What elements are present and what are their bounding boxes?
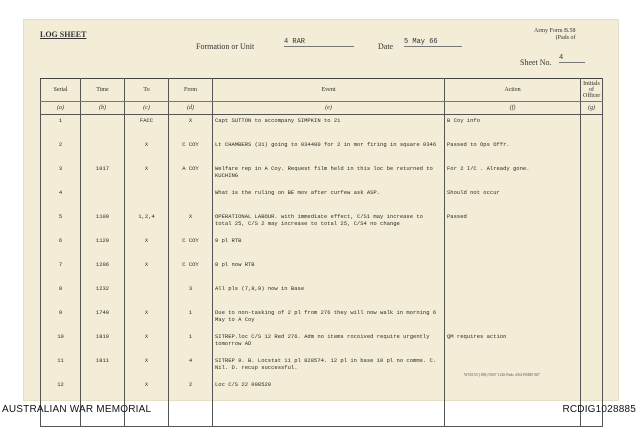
table-row <box>41 379 603 427</box>
col-header-initials: Initials of Officer <box>581 79 603 102</box>
from-cell: 2 <box>169 379 213 427</box>
from-cell: A COY <box>169 163 213 187</box>
time-cell: 1100 <box>81 211 125 235</box>
event-cell: Welfare rep in A Coy. Request film held in this loc be returned to KUCHING <box>213 163 445 187</box>
col-letter-c: (c) <box>125 102 169 115</box>
action-cell: Should not occur <box>445 187 581 211</box>
to-cell <box>125 283 169 307</box>
table-row <box>41 187 603 211</box>
to-cell: X <box>125 163 169 187</box>
initials-cell <box>581 283 603 307</box>
serial-cell: 11 <box>41 355 81 379</box>
table-row <box>41 259 603 283</box>
archive-id: RCDIG1028885 <box>562 404 636 415</box>
initials-cell <box>581 235 603 259</box>
col-header-action: Action <box>445 79 581 102</box>
table-row <box>41 283 603 307</box>
to-cell: FACC <box>125 115 169 140</box>
time-cell <box>81 115 125 140</box>
serial-cell: 3 <box>41 163 81 187</box>
col-letter-b: (b) <box>81 102 125 115</box>
log-sheet <box>24 20 618 400</box>
initials-cell <box>581 259 603 283</box>
initials-cell <box>581 163 603 187</box>
action-cell <box>445 259 581 283</box>
log-entries <box>41 115 603 427</box>
time-cell: 1810 <box>81 331 125 355</box>
event-cell: Loc C/S 22 008520 <box>213 379 445 427</box>
action-cell <box>445 235 581 259</box>
time-cell <box>81 379 125 427</box>
event-cell: What is the ruling on BE mov after curfew ask ASP. <box>213 187 445 211</box>
serial-cell: 4 <box>41 187 81 211</box>
event-cell: 9 pl RTB <box>213 235 445 259</box>
event-cell: Lt CHAMBERS (31) going to 034480 for 2 in mor firing in square 0346 <box>213 139 445 163</box>
formation-label: Formation or Unit <box>196 42 255 51</box>
col-header-from: From <box>169 79 213 102</box>
table-row <box>41 163 603 187</box>
serial-cell: 6 <box>41 235 81 259</box>
event-cell: OPERATIONAL LABOUR. with immediate effect, C/S1 may increase to total 25, C/S 2 may increase to total 25, C/S4 no change <box>213 211 445 235</box>
initials-cell <box>581 139 603 163</box>
from-cell: X <box>169 211 213 235</box>
from-cell: 1 <box>169 331 213 355</box>
event-cell: SITREP 9. B. Locstat 11 pl 828574. 12 pl in base 10 pl no comms. C. Nil. D. recup successful. <box>213 355 445 379</box>
army-form-label <box>534 28 576 42</box>
army-form-pads: (Pads of <box>555 35 576 41</box>
from-cell: 1 <box>169 307 213 331</box>
col-letter-f: (f) <box>445 102 581 115</box>
time-cell: 1206 <box>81 259 125 283</box>
time-cell: 1017 <box>81 163 125 187</box>
serial-cell: 1 <box>41 115 81 140</box>
time-cell: 1811 <box>81 355 125 379</box>
table-row <box>41 235 603 259</box>
from-cell: X <box>169 115 213 140</box>
action-cell <box>445 307 581 331</box>
event-cell: All pls (7,8,9) now in Base <box>213 283 445 307</box>
serial-cell: 9 <box>41 307 81 331</box>
col-header-to: To <box>125 79 169 102</box>
initials-cell <box>581 355 603 379</box>
date-label: Date <box>378 42 394 51</box>
to-cell: X <box>125 307 169 331</box>
sheet-title: LOG SHEET <box>40 30 87 39</box>
action-cell: For 2 I/C . Already gone. <box>445 163 581 187</box>
time-cell: 1740 <box>81 307 125 331</box>
col-letter-d: (d) <box>169 102 213 115</box>
table-row <box>41 307 603 331</box>
form-print-code: W55155 (186) 9367 1126 Pads 4/64 FSRB 967 <box>464 372 540 377</box>
to-cell: X <box>125 379 169 427</box>
serial-cell: 8 <box>41 283 81 307</box>
sheet-number-value: 4 <box>559 54 585 63</box>
army-form-number: Army Form B.58 <box>534 28 576 34</box>
from-cell: C COY <box>169 235 213 259</box>
col-header-event: Event <box>213 79 445 102</box>
serial-cell: 12 <box>41 379 81 427</box>
column-header-row <box>41 79 603 102</box>
date-value: 5 May 66 <box>404 38 462 47</box>
serial-cell: 7 <box>41 259 81 283</box>
time-cell <box>81 187 125 211</box>
table-row <box>41 211 603 235</box>
initials-cell <box>581 211 603 235</box>
table-row <box>41 331 603 355</box>
to-cell <box>125 187 169 211</box>
sheet-number-label: Sheet No. <box>520 58 552 67</box>
initials-cell <box>581 307 603 331</box>
formation-value: 4 RAR <box>284 38 354 47</box>
serial-cell: 2 <box>41 139 81 163</box>
to-cell: X <box>125 139 169 163</box>
action-cell: B Coy info <box>445 115 581 140</box>
action-cell: Passed to Ops Offr. <box>445 139 581 163</box>
col-letter-g: (g) <box>581 102 603 115</box>
table-row <box>41 139 603 163</box>
serial-cell: 10 <box>41 331 81 355</box>
initials-cell <box>581 379 603 427</box>
from-cell: 4 <box>169 355 213 379</box>
to-cell: X <box>125 259 169 283</box>
action-cell: QM requires action <box>445 331 581 355</box>
time-cell: 1232 <box>81 283 125 307</box>
serial-cell: 5 <box>41 211 81 235</box>
col-letter-a: (a) <box>41 102 81 115</box>
from-cell <box>169 187 213 211</box>
to-cell: X <box>125 355 169 379</box>
initials-cell <box>581 187 603 211</box>
action-cell <box>445 283 581 307</box>
col-letter-e: (e) <box>213 102 445 115</box>
action-cell <box>445 379 581 427</box>
to-cell: X <box>125 235 169 259</box>
event-cell: Capt SUTTON to accompany SIMPKIN to 21 <box>213 115 445 140</box>
col-header-time: Time <box>81 79 125 102</box>
to-cell: 1,2,4 <box>125 211 169 235</box>
time-cell: 1120 <box>81 235 125 259</box>
event-cell: Due to non-tasking of 2 pl from 276 they will now walk in morning 6 May to A Coy <box>213 307 445 331</box>
table-row <box>41 115 603 140</box>
from-cell: 3 <box>169 283 213 307</box>
archive-caption: AUSTRALIAN WAR MEMORIAL <box>2 404 152 415</box>
initials-cell <box>581 331 603 355</box>
to-cell: X <box>125 331 169 355</box>
col-header-serial: Serial <box>41 79 81 102</box>
from-cell: C COY <box>169 259 213 283</box>
event-cell: SITREP.loc C/S 12 Red 276. Adm no items rocoived require urgently tomorrow AD <box>213 331 445 355</box>
from-cell: C COY <box>169 139 213 163</box>
column-letter-row <box>41 102 603 115</box>
time-cell <box>81 139 125 163</box>
initials-cell <box>581 115 603 140</box>
event-cell: 8 pl now RTB <box>213 259 445 283</box>
action-cell: Passed <box>445 211 581 235</box>
